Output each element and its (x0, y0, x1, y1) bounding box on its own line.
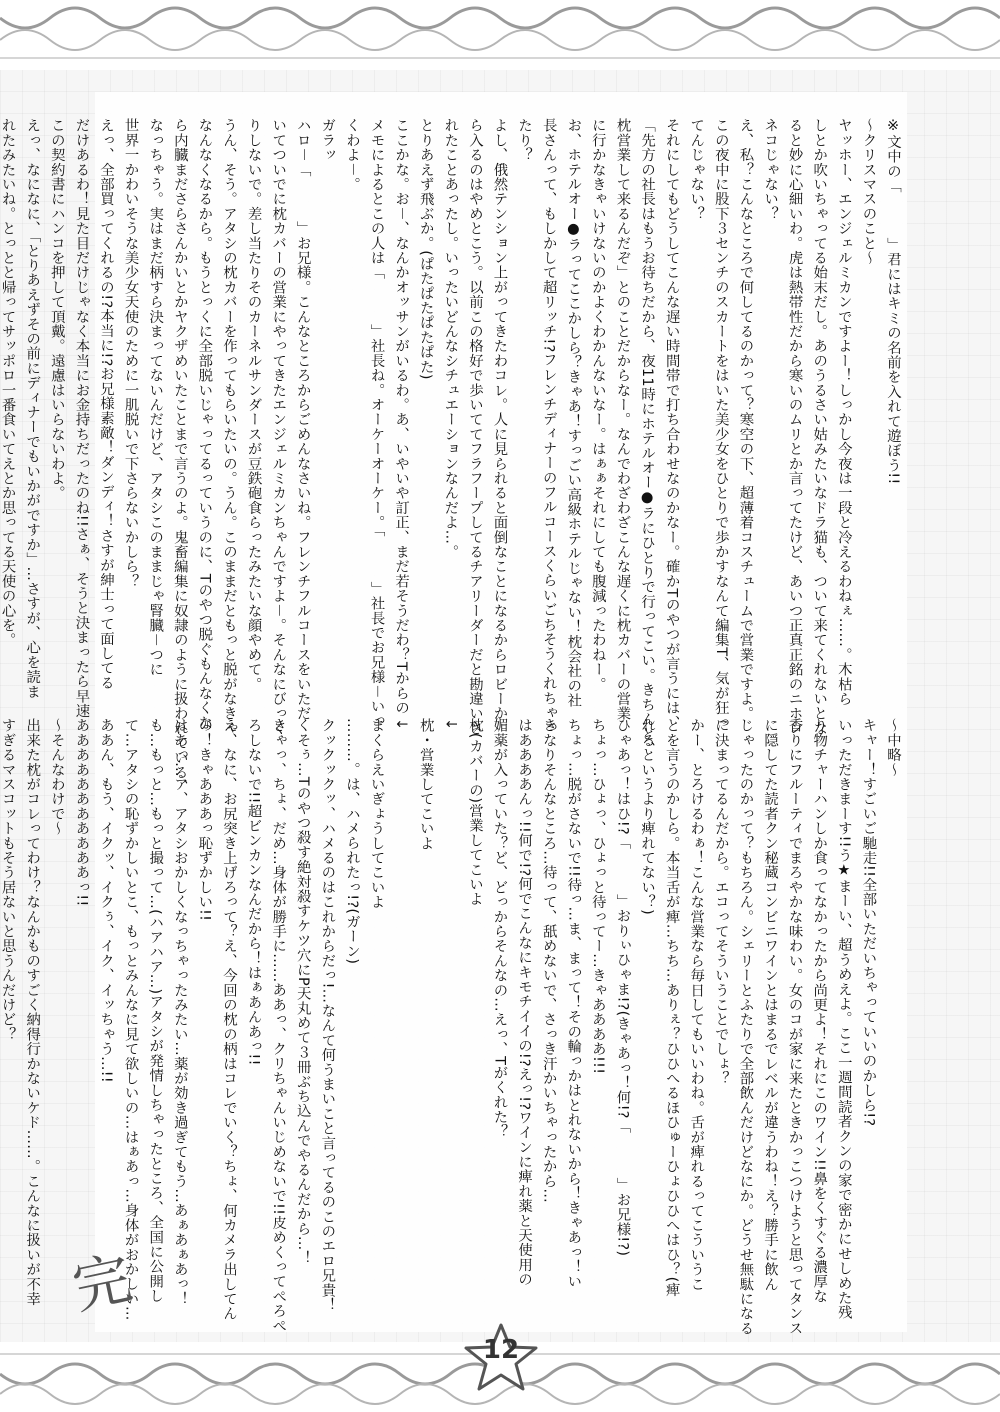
story-text-top: ※文中の「 」君にはキミの名前を入れて遊ぼう!! ～クリスマスのこと～ ヤッホー、エンジェルミカンですよー！しっかし今夜は一段と冷えるわねぇ……。木枯ら しとか吹いちゃってる始末だし。あのうるさい姑みたいなドラ猫も、ついて来てくれないとな ると妙に心細いわ。虎は熱帯性だから寒いのムリとか言ってたけど、あいつ正真正銘のニホン ネコじゃない？ え、私？こんなところで何してるのかって？寒空の下、超薄着コスチュームで営業ですよ。 この夜中に股下３センチのスカートをはいた美少女をひとりで歩かすなんて編集T、気が狂っ てんじゃない？ それにしてもどうしてこんな遅い時間帯で打ち合わせなのかなー。確かTのやつが言うには、 「先方の社長はもうお待ちだから、夜11時にホテルオー●ラにひとりで行ってこい。きちんと、 枕営業して来るんだぞ」とのことだからなー。なんでわざわざこんな遅くに枕カバーの営業 に行かなきゃいけないのかよくわかんないなー。はぁぁそれにしても腹減ったわねー。 お、ホテルオー●ラってここかしら？きゃあ！すっごい高級ホテルじゃない！枕会社の社 長さんって、もしかして超リッチ!?フレンチディナーのフルコースくらいごちそうくれちゃっ たり？ よし、俄然テンション上がってきたわコレ。人に見られると面倒なことになるからロビーか ら入るのはやめとこう。以前この格好で歩いててフラフープしてるチアリーダーだと勘違いさ れたことあったし。いったいどんなシチュエーションなんだよ…。 とりあえず飛ぶか。(ぱたぱたぱたぱた) ここかな。お－、なんかオッサンがいるわ。あ、いやいや訂正、まだ若そうだわ？Tからの メモによるとこの人は「 」社長ね。オーケーオーケー。「 」社長でお兄様－いっ くわよ－。 ガラッ ハロ－「 」お兄様。こんなところからごめんなさいね。フレンチフルコースをいただ いてついでに枕カバーの営業にやってきたエンジェルミカンちゃんですよ－。そんなにびっく りしないで。差し当たりそのカーネルサンダースが豆鉄砲食らったみたいな顔やめて。 うん、そう。アタシの枕カバーを作ってもらいたいの。うん。このままだともっと脱がなきゃ なんなくなるから。もうとっくに全部脱いじゃってるっていうのに、Tのやつ脱ぐもんなくな ら内臓まださらさんかいとかヤクザめいたことまで言うのよ。鬼畜編集に奴隷のように扱われている、 なっちゃう。実はまだ柄すら決まってないんだけど、アタシこのままじゃ腎臓－つに 世界一かわいそうな美少女天使のために一肌脱いで下さらないかしら？ えっ、全部買ってくれるの!?本当に!?お兄様素敵！ダンディ！さすが紳士って面してる だけあるわ！見た目だけじゃなく本当にお金持ちだったのね!!さぁ、そうと決まったら早速 この契約書にハンコを押して頂戴。遠慮はいらないわよ。 えっ、なになに、「とりあえずその前にディナーでもいかがですか」…さすが、心を読ま れたみたいね。とっとと帰ってサッポロ一番食いてえとか思ってる天使の心を。 (0, 118, 901, 795)
ornamental-border-top (0, 0, 1000, 70)
story-text-bottom: ～中略～ キャー！すごいご馳走!!全部いただいちゃっていいのかしら!? いっただきまーす!!う★まーい、超うめえよ。ここ一週間読者クンの家で密かにせしめた残 り物チャーハンしか食ってなかったから尚更よ！それにこのワイン!!鼻をくすぐる濃厚な 香りにフルーティでまろやかな味わい。女のコが家に来たときかっこつけようと思ってタンス に隠してた読者クン秘蔵コンビニワインとはまるでレベルが違うわね！え？勝手に飲ん じゃったのかって？もちろん。シェリーとふたりで全部飲んだけどなにか。どうせ無駄になる に決まってるんだから。エコってそういうことでしょ？ かー、とろけるわぁ！こんな営業なら毎日してもいいわね。舌が痺れるってこういうこ とを言うのかしら。本当舌が痺…ちち…ありぇ？ひひへるほひゅーひょひひへはひ？(痺 れるというより痺れてない？) ひゃあっ！はひ!?「 」おりぃひゃま!?(きゃあっ！何!?「 」お兄様!?) ちょっ…ひょっ、ひょっと待ってー…きゃああああ!!! ちょっ…脱がさないで!!待っ…ま、まって！その輪っかはとれないから！きゃあっ！い きなりそんなところ…待って、舐めないで、さっき汗かいちゃったから… はああああんっ!!何で!?何でこんなにキモチイイの!?えっ!?ワインに痺れ薬と天使用の 媚薬が入っていた？ど、どっからそんなの…えっ、Tがくれた？ 枕(カバーの)営業してこいよ ↓ 枕・営業してこいよ ↓ まくらえいぎょうしてこいよ ………。は、ハメられたっ!?(ガーン) クックックッ、ハメるのはこれからだっ!…なんて何うまいこと言ってるのこのエロ兄貴！ くそぅ…Tのやつ殺す絶対殺すケツ穴にP天丸めて３冊ぶち込んでやるんだから…！ きゃっ、ちょ、だめ…身体が勝手に……ああっ、クリちゃんいじめないで!!皮めくってぺろぺ ろしないで!!超ビンカンなんだから！はぁあんあっ!! え、なに、お尻突き上げろって？え、今回の枕の柄はコレでいく？ちょ、何カメラ出してん の！きゃあああっ恥ずかしい!! はあっ…ア、アタシおかしくなっちゃったみたい…薬が効き過ぎてもう…あぁあぁあっ！ も…もっと…もっと撮って…(ハアハア…)アタシが発情しちゃったところ、全国に公開し て…アタシの恥ずかしいとこ、もっとみんなに見て欲しいの…はぁあっ…身体がおかしい… ああん、もう、イクッ、イクぅ、イク、イッちゃう…!! あああああああああああっ!! ～そんなわけで～ 出来た枕がコレってわけ？なんかものすごく納得行かないケド……。こんなに扱いが不幸 すぎるマスコットもそう居ないと思うんだけど？ (0, 718, 901, 1336)
end-mark: 完 (66, 1243, 138, 1323)
page-number: 12 (482, 1335, 520, 1365)
